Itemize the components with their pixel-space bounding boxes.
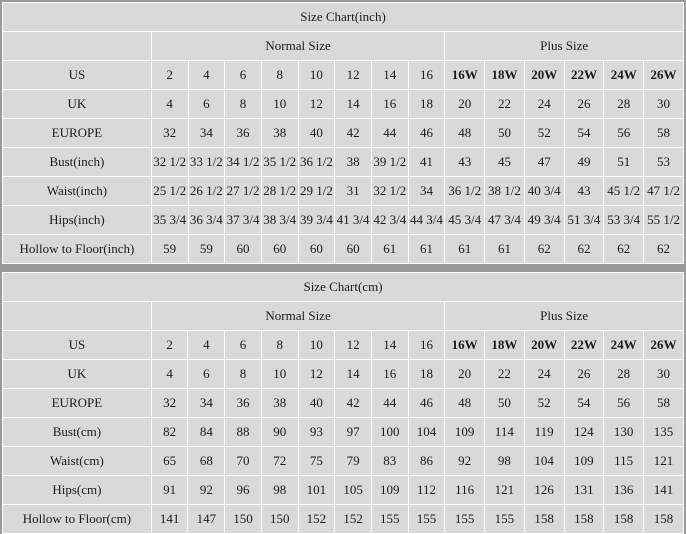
table-cell: 37 3/4 [225, 206, 262, 235]
table-cell: 36 1/2 [298, 148, 335, 177]
table-cell: 141 [151, 505, 188, 534]
table-cell: 22 [485, 90, 525, 119]
table-cell: 56 [604, 119, 644, 148]
table-cell: 38 [261, 119, 298, 148]
table-cell: 126 [524, 476, 564, 505]
table-cell: 61 [445, 235, 485, 264]
group-header-plus-size: Plus Size [445, 302, 684, 331]
table-cell: 28 [604, 90, 644, 119]
table-cell: 47 3/4 [485, 206, 525, 235]
row-label: Hollow to Floor(inch) [3, 235, 152, 264]
table-cell: 136 [604, 476, 644, 505]
table-cell: 38 3/4 [261, 206, 298, 235]
table-cell: 12 [335, 331, 372, 360]
table-cell: 12 [335, 61, 372, 90]
table-cell: 61 [485, 235, 525, 264]
table-row [3, 360, 684, 389]
table-cell: 158 [524, 505, 564, 534]
table-cell: 115 [604, 447, 644, 476]
table-row [3, 61, 684, 90]
table-cell: 152 [335, 505, 372, 534]
table-cell: 79 [335, 447, 372, 476]
table-cell: 62 [524, 235, 564, 264]
table-row [3, 90, 684, 119]
table-cell: 14 [335, 360, 372, 389]
table-cell: 36 3/4 [188, 206, 225, 235]
table-cell: 155 [371, 505, 408, 534]
table-cell: 16 [408, 61, 445, 90]
size-chart-table [2, 2, 684, 264]
table-cell: 116 [445, 476, 485, 505]
table-cell: 36 [225, 119, 262, 148]
table-cell: 41 3/4 [335, 206, 372, 235]
table-cell: 82 [151, 418, 188, 447]
table-cell: 60 [335, 235, 372, 264]
table-cell: 152 [298, 505, 335, 534]
table-cell: 12 [298, 360, 335, 389]
chart-title-row [3, 273, 684, 302]
table-cell: 34 [188, 389, 225, 418]
table-cell: 4 [188, 331, 225, 360]
table-cell: 112 [408, 476, 445, 505]
table-cell: 131 [564, 476, 604, 505]
table-cell: 109 [564, 447, 604, 476]
table-row [3, 331, 684, 360]
table-cell: 33 1/2 [188, 148, 225, 177]
table-cell: 14 [371, 331, 408, 360]
table-cell: 28 1/2 [261, 177, 298, 206]
table-cell: 29 1/2 [298, 177, 335, 206]
group-header-blank [3, 302, 152, 331]
chart-title: Size Chart(inch) [3, 3, 684, 32]
table-cell: 61 [371, 235, 408, 264]
table-cell: 59 [151, 235, 188, 264]
table-cell: 54 [564, 119, 604, 148]
table-cell: 26 [564, 90, 604, 119]
table-cell: 6 [188, 90, 225, 119]
table-row [3, 119, 684, 148]
table-cell: 114 [485, 418, 525, 447]
table-cell: 39 1/2 [371, 148, 408, 177]
table-cell: 38 [335, 148, 372, 177]
chart-title-row [3, 3, 684, 32]
table-cell: 51 [604, 148, 644, 177]
size-chart-document [0, 2, 686, 534]
table-cell: 32 1/2 [371, 177, 408, 206]
table-cell: 60 [225, 235, 262, 264]
table-cell: 26 [564, 360, 604, 389]
table-cell: 16 [371, 360, 408, 389]
table-cell: 22 [485, 360, 525, 389]
table-cell: 119 [524, 418, 564, 447]
table-cell: 58 [644, 389, 684, 418]
table-cell: 30 [644, 360, 684, 389]
table-cell: 62 [564, 235, 604, 264]
table-cell: 40 3/4 [524, 177, 564, 206]
table-cell: 18W [485, 61, 525, 90]
table-cell: 98 [261, 476, 298, 505]
row-label: UK [3, 90, 152, 119]
table-cell: 54 [564, 389, 604, 418]
table-cell: 16 [371, 90, 408, 119]
table-cell: 121 [644, 447, 684, 476]
group-header-row [3, 302, 684, 331]
table-cell: 61 [408, 235, 445, 264]
group-header-plus-size: Plus Size [445, 32, 684, 61]
table-cell: 93 [298, 418, 335, 447]
table-cell: 155 [408, 505, 445, 534]
table-cell: 4 [151, 360, 188, 389]
table-cell: 70 [225, 447, 262, 476]
table-cell: 50 [485, 389, 525, 418]
table-cell: 24W [604, 61, 644, 90]
table-cell: 12 [298, 90, 335, 119]
table-cell: 150 [261, 505, 298, 534]
table-cell: 105 [335, 476, 372, 505]
table-cell: 45 1/2 [604, 177, 644, 206]
table-cell: 62 [604, 235, 644, 264]
table-cell: 22W [564, 61, 604, 90]
table-cell: 97 [335, 418, 372, 447]
table-cell: 92 [188, 476, 225, 505]
table-cell: 88 [225, 418, 262, 447]
table-cell: 31 [335, 177, 372, 206]
row-label: EUROPE [3, 389, 152, 418]
table-cell: 25 1/2 [151, 177, 188, 206]
table-cell: 72 [261, 447, 298, 476]
group-header-normal-size: Normal Size [151, 32, 445, 61]
table-cell: 6 [225, 61, 262, 90]
table-cell: 90 [261, 418, 298, 447]
table-cell: 53 3/4 [604, 206, 644, 235]
row-label: Waist(inch) [3, 177, 152, 206]
table-cell: 47 [524, 148, 564, 177]
table-cell: 141 [644, 476, 684, 505]
table-cell: 52 [524, 119, 564, 148]
table-cell: 68 [188, 447, 225, 476]
table-cell: 27 1/2 [225, 177, 262, 206]
table-cell: 34 1/2 [225, 148, 262, 177]
table-cell: 44 [371, 389, 408, 418]
table-cell: 26W [644, 61, 684, 90]
table-cell: 8 [225, 360, 262, 389]
table-cell: 147 [188, 505, 225, 534]
table-cell: 10 [261, 360, 298, 389]
table-cell: 2 [151, 61, 188, 90]
table-cell: 60 [298, 235, 335, 264]
row-label: UK [3, 360, 152, 389]
table-cell: 45 [485, 148, 525, 177]
table-row [3, 447, 684, 476]
row-label: EUROPE [3, 119, 152, 148]
chart-separator [0, 264, 686, 270]
table-row [3, 235, 684, 264]
table-cell: 158 [644, 505, 684, 534]
table-cell: 43 [445, 148, 485, 177]
table-cell: 101 [298, 476, 335, 505]
table-cell: 62 [644, 235, 684, 264]
table-cell: 44 3/4 [408, 206, 445, 235]
table-cell: 43 [564, 177, 604, 206]
table-cell: 36 1/2 [445, 177, 485, 206]
table-row [3, 505, 684, 534]
table-cell: 92 [445, 447, 485, 476]
table-cell: 30 [644, 90, 684, 119]
row-label: Bust(inch) [3, 148, 152, 177]
table-cell: 22W [564, 331, 604, 360]
table-cell: 10 [298, 61, 335, 90]
table-cell: 24W [604, 331, 644, 360]
table-cell: 41 [408, 148, 445, 177]
table-cell: 98 [485, 447, 525, 476]
table-cell: 2 [151, 331, 188, 360]
table-cell: 6 [225, 331, 262, 360]
table-cell: 130 [604, 418, 644, 447]
table-cell: 24 [524, 360, 564, 389]
table-cell: 40 [298, 389, 335, 418]
table-cell: 65 [151, 447, 188, 476]
row-label: Waist(cm) [3, 447, 152, 476]
table-cell: 49 3/4 [524, 206, 564, 235]
table-cell: 14 [335, 90, 372, 119]
table-cell: 109 [445, 418, 485, 447]
table-cell: 10 [261, 90, 298, 119]
group-header-row [3, 32, 684, 61]
table-cell: 35 3/4 [151, 206, 188, 235]
table-cell: 28 [604, 360, 644, 389]
table-cell: 42 3/4 [371, 206, 408, 235]
row-label: US [3, 331, 152, 360]
table-cell: 10 [298, 331, 335, 360]
table-cell: 100 [371, 418, 408, 447]
table-cell: 32 [151, 389, 188, 418]
table-cell: 36 [225, 389, 262, 418]
table-cell: 20 [445, 360, 485, 389]
group-header-blank [3, 32, 152, 61]
table-cell: 48 [445, 119, 485, 148]
table-cell: 4 [188, 61, 225, 90]
table-cell: 39 3/4 [298, 206, 335, 235]
row-label: Hips(cm) [3, 476, 152, 505]
table-cell: 96 [225, 476, 262, 505]
table-cell: 38 1/2 [485, 177, 525, 206]
table-cell: 155 [485, 505, 525, 534]
table-cell: 135 [644, 418, 684, 447]
table-cell: 83 [371, 447, 408, 476]
table-cell: 109 [371, 476, 408, 505]
table-cell: 26 1/2 [188, 177, 225, 206]
table-cell: 58 [644, 119, 684, 148]
table-cell: 38 [261, 389, 298, 418]
table-row [3, 148, 684, 177]
table-cell: 60 [261, 235, 298, 264]
table-cell: 16W [445, 61, 485, 90]
table-cell: 16W [445, 331, 485, 360]
table-cell: 150 [225, 505, 262, 534]
table-cell: 20 [445, 90, 485, 119]
table-cell: 124 [564, 418, 604, 447]
table-cell: 20W [524, 331, 564, 360]
table-cell: 18 [408, 360, 445, 389]
table-cell: 14 [371, 61, 408, 90]
table-cell: 26W [644, 331, 684, 360]
table-cell: 20W [524, 61, 564, 90]
table-cell: 42 [335, 119, 372, 148]
table-row [3, 476, 684, 505]
table-cell: 52 [524, 389, 564, 418]
table-cell: 42 [335, 389, 372, 418]
table-cell: 8 [225, 90, 262, 119]
table-cell: 51 3/4 [564, 206, 604, 235]
table-cell: 158 [564, 505, 604, 534]
table-cell: 46 [408, 119, 445, 148]
table-row [3, 389, 684, 418]
table-cell: 35 1/2 [261, 148, 298, 177]
table-cell: 50 [485, 119, 525, 148]
table-cell: 75 [298, 447, 335, 476]
table-cell: 59 [188, 235, 225, 264]
table-cell: 32 [151, 119, 188, 148]
row-label: Hollow to Floor(cm) [3, 505, 152, 534]
table-cell: 84 [188, 418, 225, 447]
table-cell: 34 [408, 177, 445, 206]
table-cell: 4 [151, 90, 188, 119]
group-header-normal-size: Normal Size [151, 302, 445, 331]
table-cell: 158 [604, 505, 644, 534]
table-cell: 8 [261, 331, 298, 360]
table-cell: 91 [151, 476, 188, 505]
table-cell: 40 [298, 119, 335, 148]
table-row [3, 418, 684, 447]
table-cell: 46 [408, 389, 445, 418]
table-cell: 55 1/2 [644, 206, 684, 235]
size-chart-table [2, 272, 684, 534]
table-cell: 104 [408, 418, 445, 447]
size-chart-inch [0, 2, 686, 264]
table-row [3, 177, 684, 206]
table-cell: 56 [604, 389, 644, 418]
row-label: Bust(cm) [3, 418, 152, 447]
table-cell: 48 [445, 389, 485, 418]
table-cell: 53 [644, 148, 684, 177]
table-cell: 47 1/2 [644, 177, 684, 206]
table-cell: 16 [408, 331, 445, 360]
table-cell: 86 [408, 447, 445, 476]
table-cell: 32 1/2 [151, 148, 188, 177]
table-cell: 45 3/4 [445, 206, 485, 235]
chart-title: Size Chart(cm) [3, 273, 684, 302]
row-label: US [3, 61, 152, 90]
table-cell: 18W [485, 331, 525, 360]
table-cell: 155 [445, 505, 485, 534]
table-cell: 121 [485, 476, 525, 505]
table-row [3, 206, 684, 235]
table-cell: 6 [188, 360, 225, 389]
table-cell: 104 [524, 447, 564, 476]
table-cell: 8 [261, 61, 298, 90]
size-chart-cm [0, 272, 686, 534]
table-cell: 44 [371, 119, 408, 148]
table-cell: 34 [188, 119, 225, 148]
table-cell: 18 [408, 90, 445, 119]
table-cell: 49 [564, 148, 604, 177]
row-label: Hips(inch) [3, 206, 152, 235]
table-cell: 24 [524, 90, 564, 119]
